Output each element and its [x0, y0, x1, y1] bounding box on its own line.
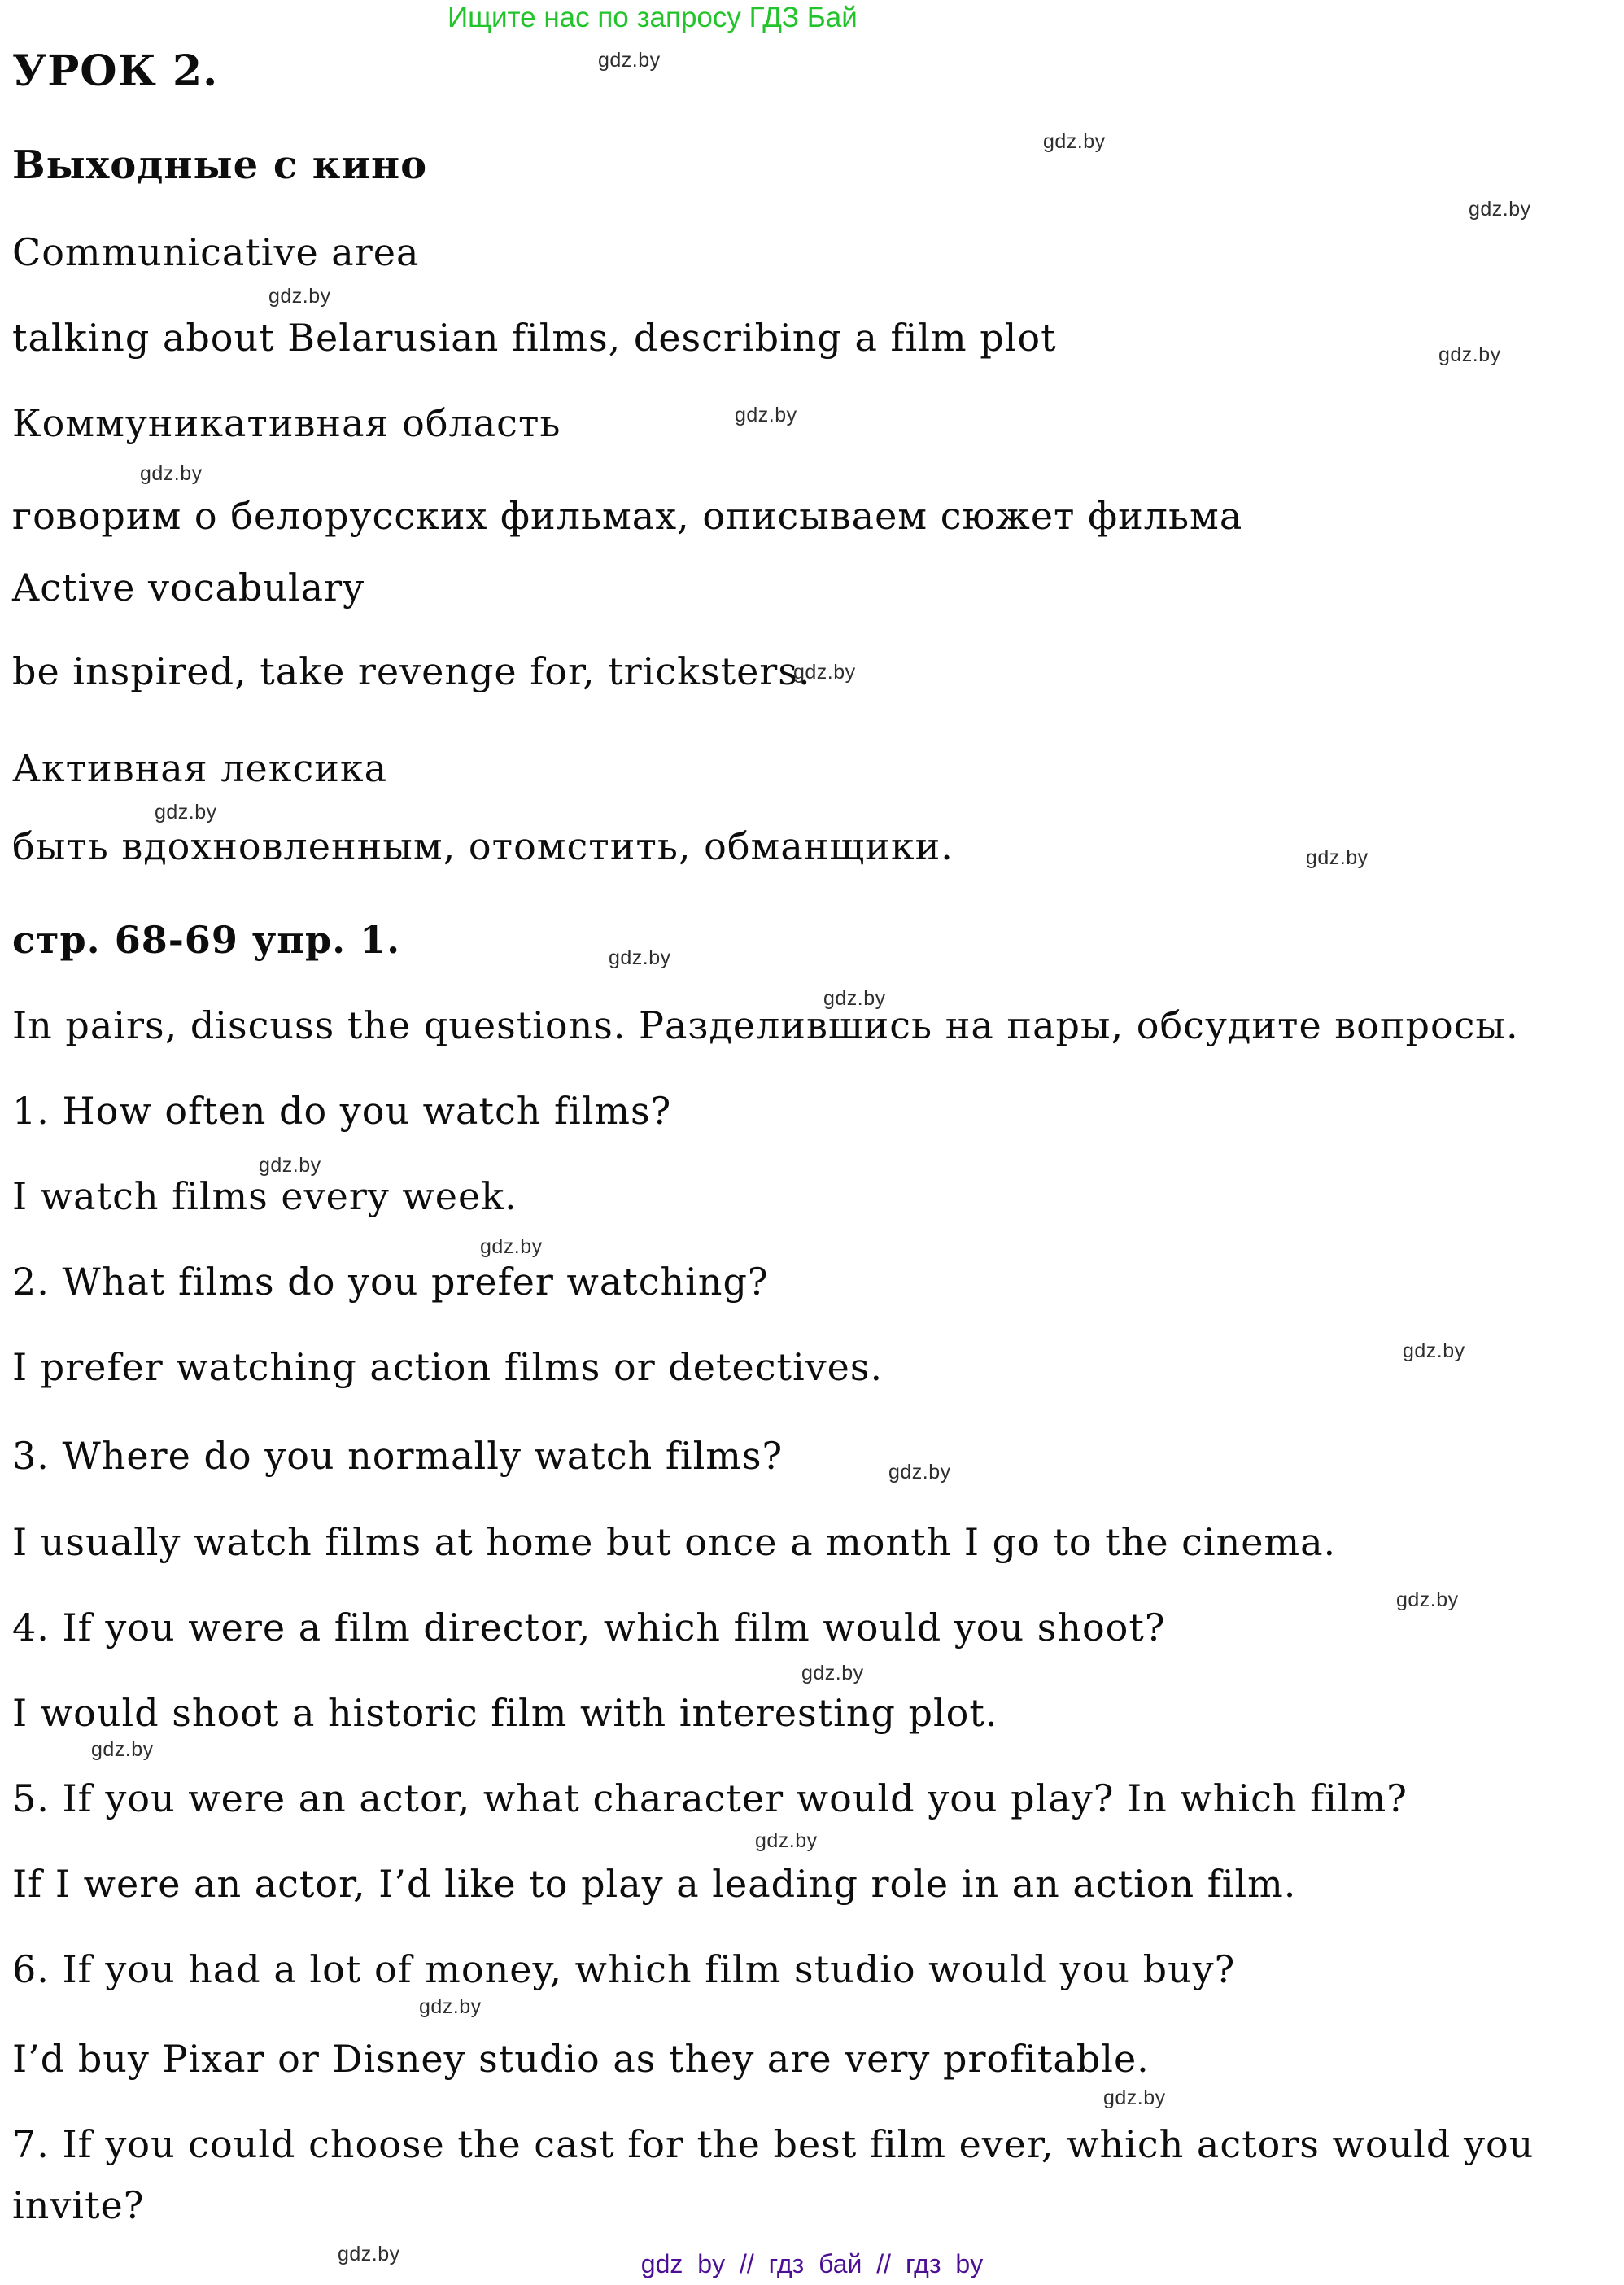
question-7-line-2: invite? — [12, 2183, 145, 2227]
gdz-watermark: gdz.by — [1103, 2086, 1166, 2109]
gdz-watermark: gdz.by — [598, 49, 661, 72]
gdz-watermark: gdz.by — [888, 1461, 951, 1483]
gdz-watermark: gdz.by — [755, 1829, 818, 1852]
active-vocabulary-items-ru: быть вдохновленным, отомстить, обманщики. — [12, 824, 954, 868]
question-2: 2. What films do you prefer watching? — [12, 1260, 769, 1304]
answer-3: I usually watch films at home but once a month I go to the cinema. — [12, 1520, 1337, 1564]
answer-5: If I were an actor, I’d like to play a leading role in an action film. — [12, 1862, 1297, 1906]
footer-site-links: gdz by // гдз бай // гдз by — [640, 2249, 984, 2278]
gdz-watermark: gdz.by — [419, 1995, 482, 2018]
gdz-watermark: gdz.by — [801, 1662, 864, 1684]
question-5: 5. If you were an actor, what character would you play? In which film? — [12, 1776, 1408, 1820]
promo-banner: Ищите нас по запросу ГДЗ Бай — [447, 2, 858, 33]
gdz-watermark: gdz.by — [268, 285, 331, 308]
gdz-watermark: gdz.by — [1438, 343, 1501, 366]
gdz-watermark: gdz.by — [1469, 198, 1531, 221]
gdz-watermark: gdz.by — [155, 801, 217, 824]
gdz-watermark: gdz.by — [338, 2243, 400, 2265]
gdz-watermark: gdz.by — [91, 1738, 154, 1761]
lesson-title: УРОК 2. — [12, 46, 219, 96]
active-vocabulary-heading-ru: Активная лексика — [12, 746, 388, 790]
answer-4: I would shoot a historic film with interesting plot. — [12, 1691, 998, 1735]
question-4: 4. If you were a film director, which film would you shoot? — [12, 1606, 1166, 1649]
question-3: 3. Where do you normally watch films? — [12, 1434, 784, 1478]
question-7-line-1: 7. If you could choose the cast for the best film ever, which actors would you — [12, 2122, 1535, 2166]
question-6: 6. If you had a lot of money, which film studio would you buy? — [12, 1947, 1236, 1991]
communicative-area-desc-ru: говорим о белорусских фильмах, описываем сюжет фильма — [12, 494, 1243, 538]
active-vocabulary-heading-en: Active vocabulary — [12, 566, 365, 609]
gdz-watermark: gdz.by — [1043, 130, 1106, 153]
communicative-area-heading-en: Communicative area — [12, 230, 420, 274]
exercise-page-ref: стр. 68-69 упр. 1. — [12, 918, 401, 962]
gdz-watermark: gdz.by — [140, 462, 203, 485]
answer-2: I prefer watching action films or detectives. — [12, 1345, 884, 1389]
communicative-area-heading-ru: Коммуникативная область — [12, 401, 561, 445]
answer-6: I’d buy Pixar or Disney studio as they are very profitable. — [12, 2037, 1150, 2081]
lesson-subtitle: Выходные с кино — [12, 142, 428, 188]
communicative-area-desc-en: talking about Belarusian films, describing a film plot — [12, 316, 1057, 360]
question-1: 1. How often do you watch films? — [12, 1089, 672, 1133]
gdz-watermark: gdz.by — [1306, 846, 1369, 869]
gdz-watermark: gdz.by — [259, 1154, 321, 1177]
gdz-watermark: gdz.by — [1396, 1588, 1459, 1611]
gdz-watermark: gdz.by — [609, 946, 671, 969]
active-vocabulary-items-en: be inspired, take revenge for, tricksters. — [12, 649, 811, 693]
gdz-watermark: gdz.by — [735, 404, 797, 426]
gdz-watermark: gdz.by — [793, 661, 856, 684]
gdz-watermark: gdz.by — [823, 987, 886, 1010]
gdz-watermark: gdz.by — [480, 1235, 543, 1258]
exercise-task: In pairs, discuss the questions. Разделившись на пары, обсудите вопросы. — [12, 1003, 1519, 1047]
answer-1: I watch films every week. — [12, 1174, 517, 1218]
gdz-watermark: gdz.by — [1403, 1339, 1465, 1362]
